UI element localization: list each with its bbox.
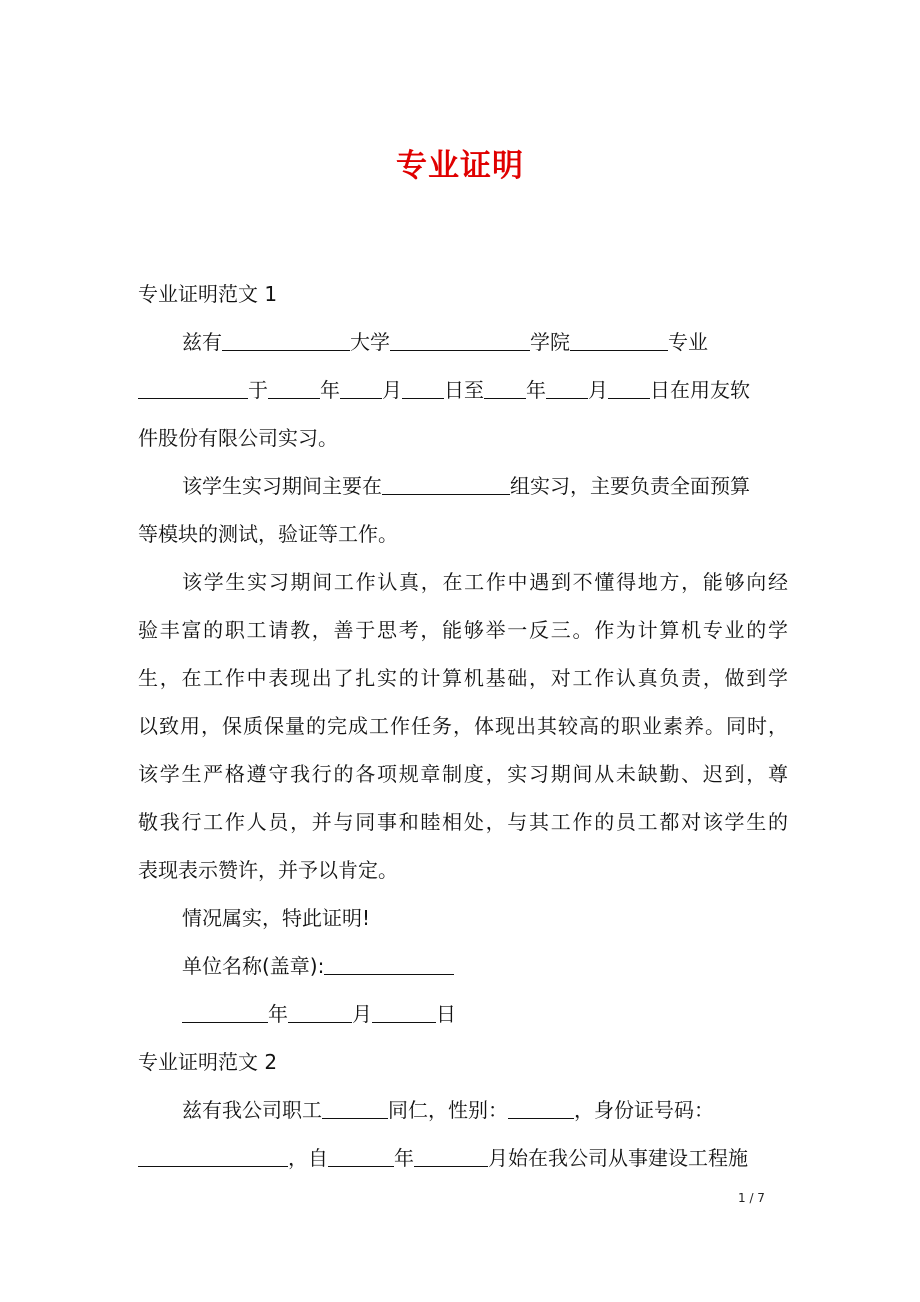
fill-blank — [268, 376, 320, 399]
text: 兹有我公司职工 — [182, 1098, 322, 1122]
text: 日在用友软 — [650, 378, 750, 402]
fill-blank — [138, 1144, 288, 1167]
paragraph-line: 生，在工作中表现出了扎实的计算机基础，对工作认真负责，做到学 — [138, 666, 788, 690]
text: 年 — [320, 378, 340, 402]
paragraph-line: 件股份有限公司实习。 — [138, 426, 338, 450]
fill-blank — [288, 1000, 352, 1023]
text: 年 — [268, 1002, 288, 1026]
text: 月 — [352, 1002, 372, 1026]
text: 日至 — [444, 378, 484, 402]
paragraph-line: 表现表示赞许，并予以肯定。 — [138, 858, 398, 882]
text: 日 — [436, 1002, 456, 1026]
fill-blank — [222, 328, 350, 351]
date-line — [182, 990, 788, 1038]
fill-blank — [508, 1096, 574, 1119]
fill-blank — [322, 1096, 388, 1119]
paragraph-line — [182, 462, 788, 510]
fill-blank — [372, 1000, 436, 1023]
section-heading: 专业证明范文 1 — [138, 282, 278, 306]
paragraph-line — [138, 1134, 788, 1182]
fill-blank — [324, 952, 454, 975]
text: 专业 — [668, 330, 708, 354]
paragraph-line: 该学生实习期间工作认真，在工作中遇到不懂得地方，能够向经 — [182, 570, 788, 594]
fill-blank — [182, 1000, 268, 1023]
text: 年 — [526, 378, 546, 402]
paragraph-line — [138, 366, 788, 414]
fill-blank — [402, 376, 444, 399]
paragraph-line: 验丰富的职工请教，善于思考，能够举一反三。作为计算机专业的学 — [138, 618, 788, 642]
paragraph-line: 等模块的测试，验证等工作。 — [138, 522, 398, 546]
text: 年 — [394, 1146, 414, 1170]
text: 单位名称(盖章): — [182, 954, 325, 978]
text: 于 — [248, 378, 268, 402]
fill-blank — [570, 328, 668, 351]
fill-blank — [608, 376, 650, 399]
text: 月始在我公司从事建设工程施 — [488, 1146, 748, 1170]
paragraph-line — [182, 1086, 788, 1134]
paragraph-line: 情况属实，特此证明! — [182, 906, 371, 930]
text: ，自 — [288, 1146, 328, 1170]
fill-blank — [484, 376, 526, 399]
document-title: 专业证明 — [396, 148, 524, 184]
text: 组实习，主要负责全面预算 — [510, 474, 750, 498]
fill-blank — [382, 472, 510, 495]
paragraph-line: 敬我行工作人员，并与同事和睦相处，与其工作的员工都对该学生的 — [138, 810, 788, 834]
text: 月 — [382, 378, 402, 402]
fill-blank — [340, 376, 382, 399]
section-heading: 专业证明范文 2 — [138, 1050, 278, 1074]
signature-line — [182, 942, 788, 990]
fill-blank — [546, 376, 588, 399]
text: 大学 — [350, 330, 390, 354]
text: ，身份证号码： — [574, 1098, 714, 1122]
fill-blank — [328, 1144, 394, 1167]
paragraph-line — [182, 318, 788, 366]
text: 月 — [588, 378, 608, 402]
fill-blank — [138, 376, 248, 399]
text: 该学生实习期间主要在 — [182, 474, 382, 498]
fill-blank — [414, 1144, 488, 1167]
text: 兹有 — [182, 330, 222, 354]
paragraph-line: 该学生严格遵守我行的各项规章制度，实习期间从未缺勤、迟到，尊 — [138, 762, 788, 786]
paragraph-line: 以致用，保质保量的完成工作任务，体现出其较高的职业素养。同时， — [138, 714, 788, 738]
fill-blank — [390, 328, 530, 351]
text: 学院 — [530, 330, 570, 354]
text: 同仁，性别： — [388, 1098, 508, 1122]
page-number: 1 / 7 — [738, 1191, 765, 1205]
